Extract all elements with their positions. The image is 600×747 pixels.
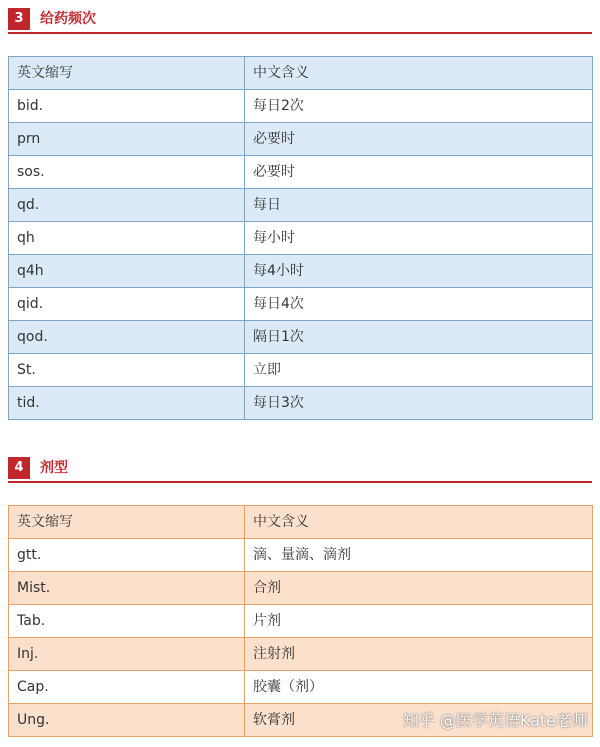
meaning-cell: 必要时 bbox=[245, 156, 593, 189]
table-row bbox=[9, 605, 593, 638]
abbr-cell: qid. bbox=[9, 288, 245, 321]
table-row bbox=[9, 222, 593, 255]
meaning-cell: 必要时 bbox=[245, 123, 593, 156]
abbr-cell: Tab. bbox=[9, 605, 245, 638]
table-row bbox=[9, 321, 593, 354]
abbr-cell: Cap. bbox=[9, 671, 245, 704]
table-header-row bbox=[9, 506, 593, 539]
meaning-cell: 隔日1次 bbox=[245, 321, 593, 354]
meaning-cell: 每日4次 bbox=[245, 288, 593, 321]
table-row bbox=[9, 539, 593, 572]
abbr-cell: q4h bbox=[9, 255, 245, 288]
table-row bbox=[9, 671, 593, 704]
abbr-cell: Mist. bbox=[9, 572, 245, 605]
abbr-cell: tid. bbox=[9, 387, 245, 420]
table-row bbox=[9, 255, 593, 288]
meaning-cell: 每日 bbox=[245, 189, 593, 222]
section-3-title: 给药频次 bbox=[40, 11, 96, 27]
meaning-cell: 立即 bbox=[245, 354, 593, 387]
meaning-cell: 滴、量滴、滴剂 bbox=[245, 539, 593, 572]
abbr-cell: qod. bbox=[9, 321, 245, 354]
abbr-cell: prn bbox=[9, 123, 245, 156]
dosage-form-table bbox=[8, 505, 593, 737]
section-4-number: 4 bbox=[8, 457, 30, 479]
table-row bbox=[9, 156, 593, 189]
table-row bbox=[9, 354, 593, 387]
frequency-table bbox=[8, 56, 593, 420]
table-row bbox=[9, 387, 593, 420]
table-header-row bbox=[9, 57, 593, 90]
table-row bbox=[9, 638, 593, 671]
meaning-cell: 每日3次 bbox=[245, 387, 593, 420]
meaning-cell: 每日2次 bbox=[245, 90, 593, 123]
abbr-cell: bid. bbox=[9, 90, 245, 123]
abbr-cell: St. bbox=[9, 354, 245, 387]
abbr-cell: Ung. bbox=[9, 704, 245, 737]
meaning-cell: 片剂 bbox=[245, 605, 593, 638]
header-cell-chinese: 中文含义 bbox=[245, 506, 593, 539]
table-row bbox=[9, 189, 593, 222]
table-row bbox=[9, 572, 593, 605]
table-row bbox=[9, 288, 593, 321]
table-row bbox=[9, 123, 593, 156]
abbr-cell: sos. bbox=[9, 156, 245, 189]
section-3-header bbox=[8, 8, 592, 34]
header-cell-english: 英文缩写 bbox=[9, 57, 245, 90]
meaning-cell: 胶囊（剂） bbox=[245, 671, 593, 704]
section-3-number: 3 bbox=[8, 8, 30, 30]
abbr-cell: Inj. bbox=[9, 638, 245, 671]
section-4-title: 剂型 bbox=[40, 460, 68, 476]
meaning-cell: 软膏剂 bbox=[245, 704, 593, 737]
header-cell-chinese: 中文含义 bbox=[245, 57, 593, 90]
abbr-cell: qh bbox=[9, 222, 245, 255]
section-4-header bbox=[8, 457, 592, 483]
meaning-cell: 每小时 bbox=[245, 222, 593, 255]
abbr-cell: gtt. bbox=[9, 539, 245, 572]
meaning-cell: 注射剂 bbox=[245, 638, 593, 671]
meaning-cell: 合剂 bbox=[245, 572, 593, 605]
header-cell-english: 英文缩写 bbox=[9, 506, 245, 539]
table-row bbox=[9, 90, 593, 123]
meaning-cell: 每4小时 bbox=[245, 255, 593, 288]
abbr-cell: qd. bbox=[9, 189, 245, 222]
watermark-text: 知乎 @医学英语Kate老师 bbox=[402, 711, 588, 730]
